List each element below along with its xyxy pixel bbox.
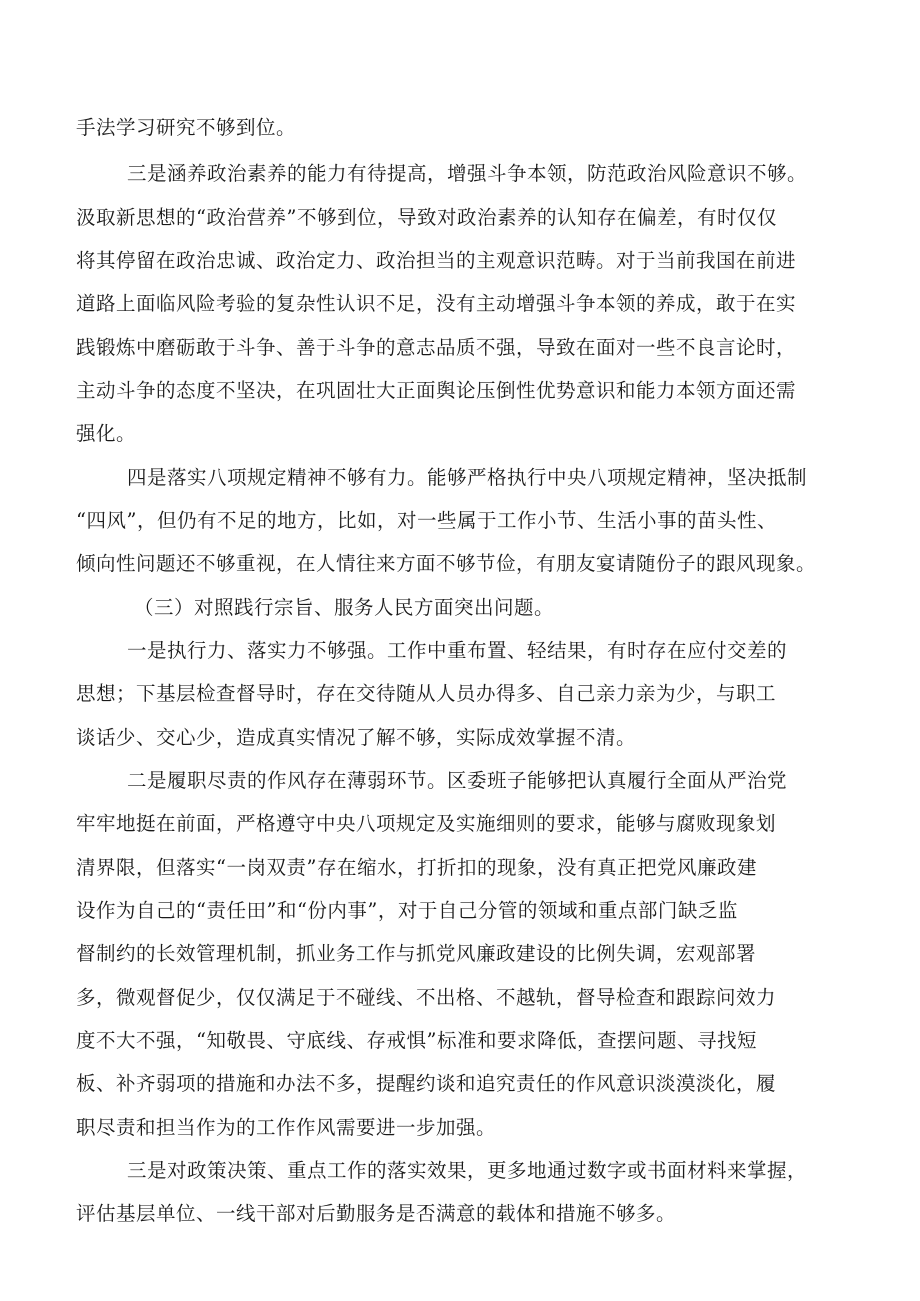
text-line: 倾向性问题还不够重视，在人情往来方面不够节俭，有朋友宴请随份子的跟风现象。 [76,552,817,575]
text-line: 谈话少、交心少，造成真实情况了解不够，实际成效掌握不清。 [76,726,637,749]
text-line: 将其停留在政治忠诚、政治定力、政治担当的主观意识范畴。对于当前我国在前进 [76,249,797,272]
text-line: 职尽责和担当作为的工作作风需要进一步加强。 [76,1116,497,1139]
text-line: 三是对政策决策、重点工作的落实效果，更多地通过数字或书面材料来掌握， [127,1159,808,1182]
text-line: 一是执行力、落实力不够强。工作中重布置、轻结果，有时存在应付交差的 [127,639,788,662]
section-heading: （三）对照践行宗旨、服务人民方面突出问题。 [134,596,555,619]
text-line: 践锻炼中磨砺敢于斗争、善于斗争的意志品质不强，导致在面对一些不良言论时， [76,336,797,359]
text-line: 评估基层单位、一线干部对后勤服务是否满意的载体和措施不够多。 [76,1202,677,1225]
text-line: 主动斗争的态度不坚决，在巩固壮大正面舆论压倒性优势意识和能力本领方面还需 [76,379,797,402]
text-line: 清界限，但落实“一岗双责”存在缩水，打折扣的现象，没有真正把党风廉政建 [76,856,757,879]
text-line: 三是涵养政治素养的能力有待提高，增强斗争本领，防范政治风险意识不够。 [127,162,808,185]
text-line: 强化。 [76,422,137,445]
text-line: 道路上面临风险考验的复杂性认识不足，没有主动增强斗争本领的养成，敢于在实 [76,292,797,315]
text-line: 牢牢地挺在前面，严格遵守中央八项规定及实施细则的要求，能够与腐败现象划 [76,812,777,835]
text-line: 多，微观督促少，仅仅满足于不碰线、不出格、不越轨，督导检查和跟踪问效力 [76,986,777,1009]
text-line: 思想；下基层检查督导时，存在交待随从人员办得多、自己亲力亲为少，与职工 [76,682,777,705]
text-line: 四是落实八项规定精神不够有力。能够严格执行中央八项规定精神，坚决抵制 [127,466,808,489]
text-line: 督制约的长效管理机制，抓业务工作与抓党风廉政建设的比例失调，宏观部署 [76,942,757,965]
text-line: 汲取新思想的“政治营养”不够到位，导致对政治素养的认知存在偏差，有时仅仅 [76,206,777,229]
text-line: 板、补齐弱项的措施和办法不多，提醒约谈和追究责任的作风意识淡漠淡化，履 [76,1072,777,1095]
text-line: 二是履职尽责的作风存在薄弱环节。区委班子能够把认真履行全面从严治党 [127,769,788,792]
text-line: “四风”，但仍有不足的地方，比如，对一些属于工作小节、生活小事的苗头性、 [76,509,777,532]
text-line: 度不大不强，“知敬畏、守底线、存戒惧”标准和要求降低，查摆问题、寻找短 [76,1029,757,1052]
text-line: 手法学习研究不够到位。 [76,116,297,139]
text-line: 设作为自己的“责任田”和“份内事”，对于自己分管的领域和重点部门缺乏监 [76,899,738,922]
